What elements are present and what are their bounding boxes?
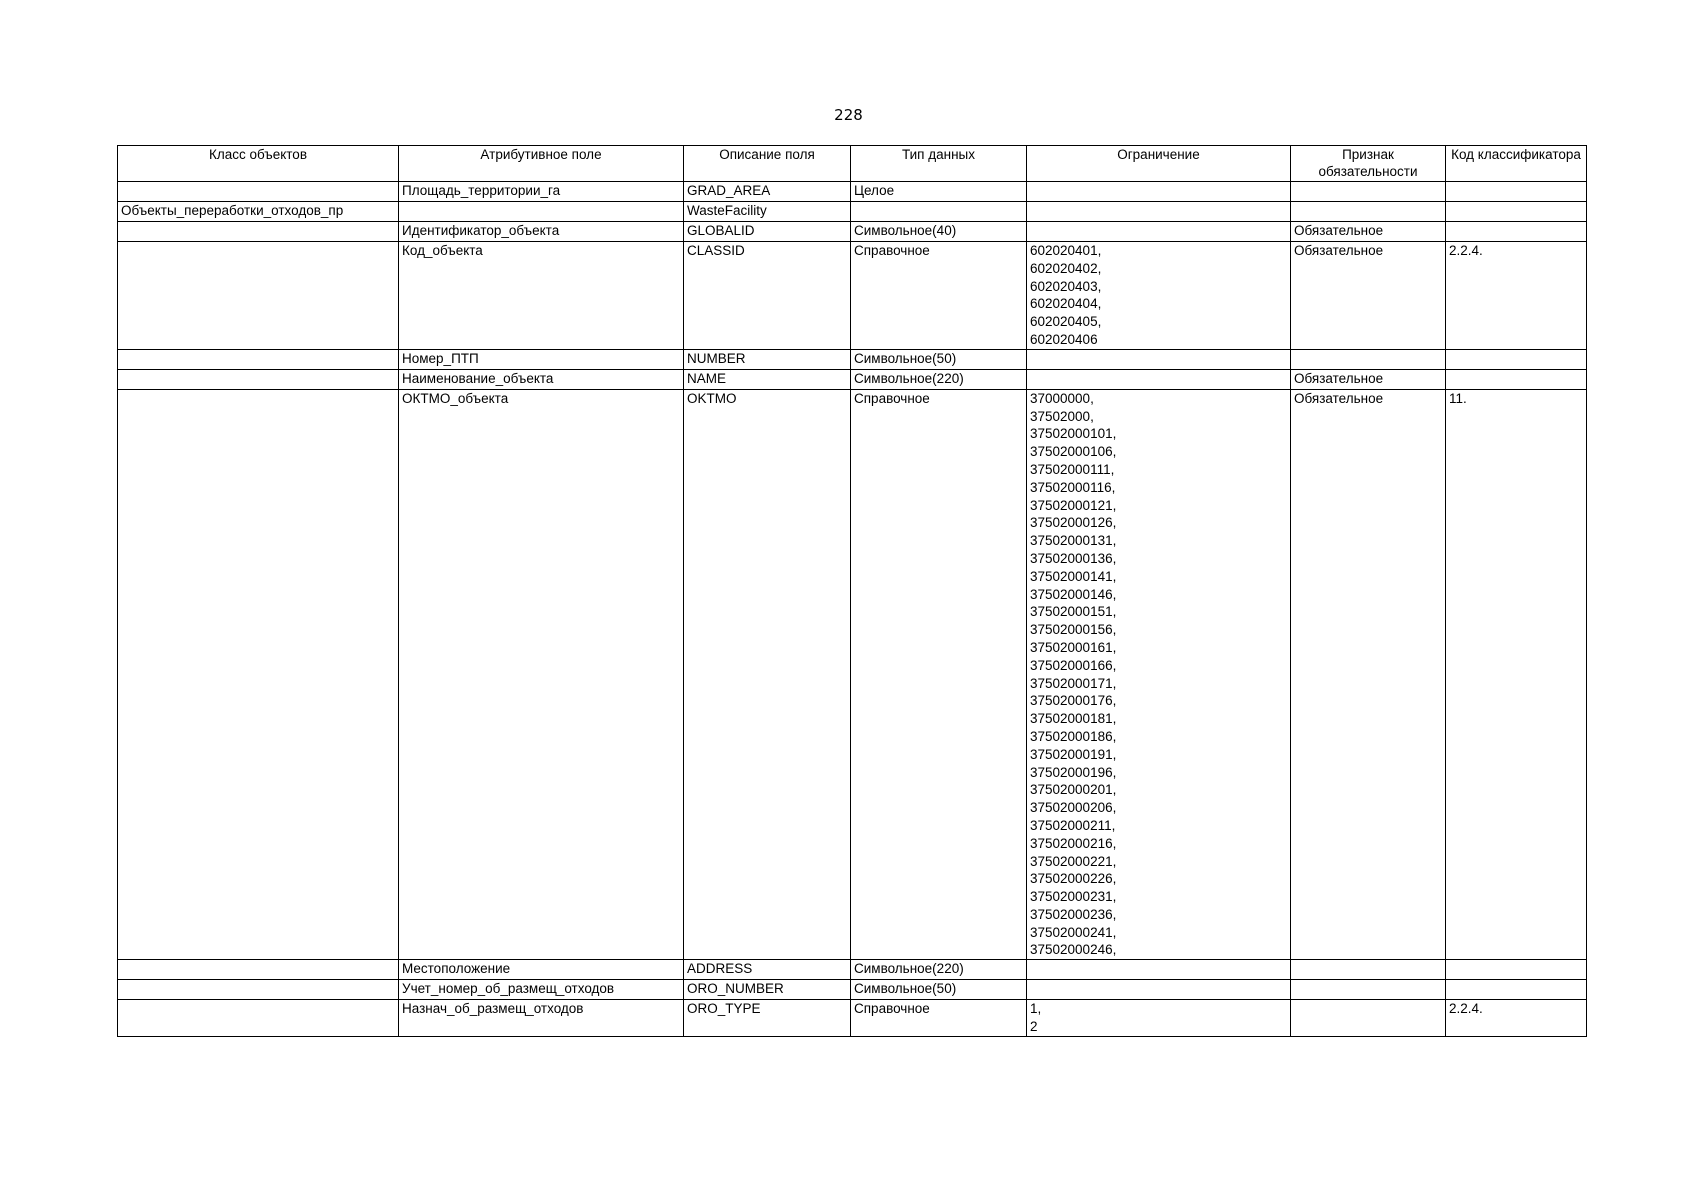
classifier-code-cell bbox=[1446, 202, 1587, 222]
header-field-description: Описание поля bbox=[684, 146, 851, 182]
object-class-cell bbox=[118, 389, 399, 960]
data-type-cell: Символьное(220) bbox=[851, 369, 1027, 389]
field-description-cell: GLOBALID bbox=[684, 222, 851, 242]
data-type-cell: Целое bbox=[851, 182, 1027, 202]
header-attribute-field: Атрибутивное поле bbox=[399, 146, 684, 182]
constraint-cell bbox=[1027, 182, 1291, 202]
constraint-cell bbox=[1027, 980, 1291, 1000]
object-class-cell: Объекты_переработки_отходов_пр bbox=[118, 202, 399, 222]
classifier-code-cell bbox=[1446, 222, 1587, 242]
table-row bbox=[118, 202, 1587, 222]
table-row bbox=[118, 1000, 1587, 1037]
header-object-class: Класс объектов bbox=[118, 146, 399, 182]
table-row bbox=[118, 960, 1587, 980]
attribute-field-cell: Код_объекта bbox=[399, 242, 684, 350]
header-constraint: Ограничение bbox=[1027, 146, 1291, 182]
required-flag-cell bbox=[1291, 349, 1446, 369]
header-data-type: Тип данных bbox=[851, 146, 1027, 182]
object-class-cell bbox=[118, 182, 399, 202]
classifier-code-cell: 2.2.4. bbox=[1446, 242, 1587, 350]
field-description-cell: OKTMO bbox=[684, 389, 851, 960]
page-number: 228 bbox=[834, 106, 863, 124]
field-description-cell: NAME bbox=[684, 369, 851, 389]
table-row bbox=[118, 222, 1587, 242]
field-description-cell: GRAD_AREA bbox=[684, 182, 851, 202]
attribute-field-cell: Местоположение bbox=[399, 960, 684, 980]
data-type-cell: Символьное(50) bbox=[851, 349, 1027, 369]
attribute-field-cell: Назнач_об_размещ_отходов bbox=[399, 1000, 684, 1037]
field-description-cell: CLASSID bbox=[684, 242, 851, 350]
required-flag-cell bbox=[1291, 182, 1446, 202]
classifier-code-cell bbox=[1446, 980, 1587, 1000]
constraint-cell bbox=[1027, 960, 1291, 980]
data-type-cell: Справочное bbox=[851, 1000, 1027, 1037]
data-type-cell: Справочное bbox=[851, 242, 1027, 350]
classifier-code-cell: 11. bbox=[1446, 389, 1587, 960]
required-flag-cell: Обязательное bbox=[1291, 369, 1446, 389]
data-type-cell: Символьное(220) bbox=[851, 960, 1027, 980]
classifier-code-cell bbox=[1446, 369, 1587, 389]
table-row bbox=[118, 349, 1587, 369]
attribute-field-cell: Идентификатор_объекта bbox=[399, 222, 684, 242]
field-description-cell: ORO_TYPE bbox=[684, 1000, 851, 1037]
constraint-cell: 37000000, 37502000, 37502000101, 37502000106, 37502000111, 37502000116, 37502000121, 37502000126, 37502000131, 37502000136, 37502000141, 37502000146, 37502000151, 37502000156, 37502000161, 37502000166, 37502000171, 37502000176, 37502000181, 37502000186, 37502000191, 37502000196, 37502000201, 37502000206, 37502000211, 37502000216, 37502000221, 37502000226, 37502000231, 37502000236, 37502000241, 37502000246, bbox=[1027, 389, 1291, 960]
field-description-cell: ORO_NUMBER bbox=[684, 980, 851, 1000]
object-class-cell bbox=[118, 242, 399, 350]
table-row bbox=[118, 980, 1587, 1000]
table-row bbox=[118, 369, 1587, 389]
attribute-field-cell: ОКТМО_объекта bbox=[399, 389, 684, 960]
table-row bbox=[118, 389, 1587, 960]
data-type-cell: Справочное bbox=[851, 389, 1027, 960]
field-description-cell: ADDRESS bbox=[684, 960, 851, 980]
attribute-field-cell: Номер_ПТП bbox=[399, 349, 684, 369]
classifier-code-cell: 2.2.4. bbox=[1446, 1000, 1587, 1037]
constraint-cell bbox=[1027, 369, 1291, 389]
attribute-field-cell bbox=[399, 202, 684, 222]
constraint-cell bbox=[1027, 202, 1291, 222]
classifier-code-cell bbox=[1446, 182, 1587, 202]
object-class-cell bbox=[118, 349, 399, 369]
header-required-flag: Признак обязательности bbox=[1291, 146, 1446, 182]
table-header-row bbox=[118, 146, 1587, 182]
field-description-cell: WasteFacility bbox=[684, 202, 851, 222]
required-flag-cell bbox=[1291, 1000, 1446, 1037]
object-class-cell bbox=[118, 960, 399, 980]
field-description-cell: NUMBER bbox=[684, 349, 851, 369]
data-type-cell: Символьное(40) bbox=[851, 222, 1027, 242]
required-flag-cell bbox=[1291, 960, 1446, 980]
data-type-cell: Символьное(50) bbox=[851, 980, 1027, 1000]
attribute-field-cell: Площадь_территории_га bbox=[399, 182, 684, 202]
required-flag-cell bbox=[1291, 202, 1446, 222]
constraint-cell bbox=[1027, 222, 1291, 242]
constraint-cell bbox=[1027, 349, 1291, 369]
attribute-table bbox=[117, 145, 1587, 1037]
attribute-field-cell: Учет_номер_об_размещ_отходов bbox=[399, 980, 684, 1000]
header-classifier-code: Код классификатора bbox=[1446, 146, 1587, 182]
classifier-code-cell bbox=[1446, 349, 1587, 369]
required-flag-cell: Обязательное bbox=[1291, 242, 1446, 350]
data-type-cell bbox=[851, 202, 1027, 222]
object-class-cell bbox=[118, 980, 399, 1000]
object-class-cell bbox=[118, 1000, 399, 1037]
required-flag-cell bbox=[1291, 980, 1446, 1000]
object-class-cell bbox=[118, 369, 399, 389]
object-class-cell bbox=[118, 222, 399, 242]
constraint-cell: 602020401, 602020402, 602020403, 602020404, 602020405, 602020406 bbox=[1027, 242, 1291, 350]
table-row bbox=[118, 242, 1587, 350]
required-flag-cell: Обязательное bbox=[1291, 222, 1446, 242]
table-row bbox=[118, 182, 1587, 202]
attribute-field-cell: Наименование_объекта bbox=[399, 369, 684, 389]
classifier-code-cell bbox=[1446, 960, 1587, 980]
required-flag-cell: Обязательное bbox=[1291, 389, 1446, 960]
constraint-cell: 1, 2 bbox=[1027, 1000, 1291, 1037]
